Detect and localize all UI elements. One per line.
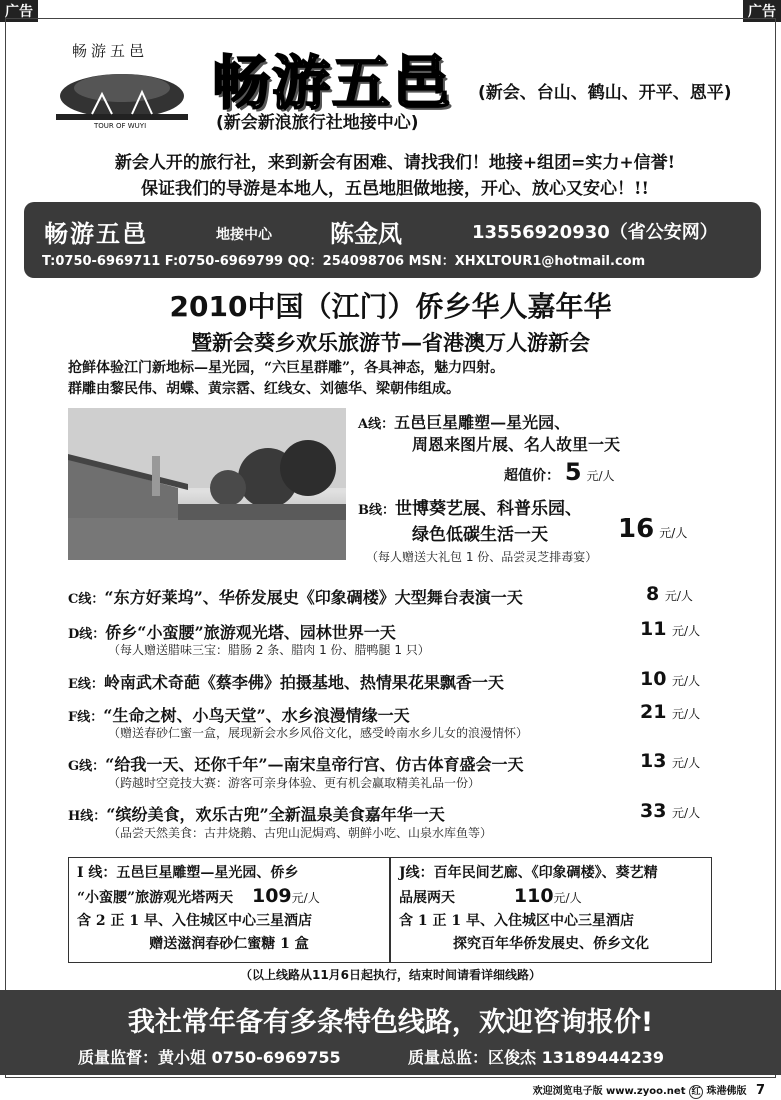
route-a-line1: 五邑巨星雕塑—星光园、: [394, 413, 571, 432]
route-c-unit: 元/人: [664, 589, 693, 603]
cities-list: (新会、台山、鹤山、开平、恩平): [478, 83, 732, 103]
contact-person: 陈金凤: [330, 220, 402, 248]
route-b-note: （每人赠送大礼包 1 份、品尝灵芝排毒宴）: [366, 550, 598, 564]
event-title: 2010中国（江门）侨乡华人嘉年华: [169, 290, 612, 323]
route-b-line1: 世博葵艺展、科普乐园、: [395, 499, 582, 519]
route-a-price: 5: [564, 458, 582, 486]
badge-icon: 红: [689, 1085, 703, 1099]
ad-tag-left: 广告: [0, 0, 38, 22]
route-e-unit: 元/人: [672, 674, 701, 688]
route-g-note: （跨越时空竞技大赛：游客可亲身体验、更有机会赢取精美礼品一份）: [108, 776, 481, 790]
site-url[interactable]: 欢迎浏览电子版 www.zyoo.net: [532, 1086, 686, 1097]
route-h-price: 33: [640, 800, 667, 822]
route-i-line1: I 线：五邑巨星雕塑—星光园、侨乡: [77, 865, 299, 881]
route-a-line2: 周恩来图片展、名人故里一天: [412, 435, 621, 454]
route-j-line2: 品展两天: [399, 890, 455, 906]
page-footer: [533, 1082, 765, 1099]
route-c: [68, 585, 748, 608]
route-h-text: “缤纷美食，欢乐古兜”全新温泉美食嘉年华一天: [106, 805, 445, 824]
route-i-unit: 元/人: [291, 891, 320, 905]
edition-label: 珠港佛版: [706, 1086, 747, 1097]
intro-line-1: 新会人开的旅行社，来到新会有困难、请找我们！地接+组团=实力+信誉!: [114, 153, 676, 173]
quality-supervisor: 质量监督：黄小姐 0750-6969755: [78, 1048, 341, 1067]
route-j-unit: 元/人: [553, 891, 582, 905]
route-d-unit: 元/人: [672, 624, 701, 638]
route-d-note: （每人赠送腊味三宝：腊肠 2 条、腊肉 1 份、腊鸭腿 1 只）: [108, 643, 430, 657]
route-d-price: 11: [640, 618, 667, 640]
agency-subtitle: (新会新浪旅行社地接中心): [216, 113, 419, 133]
route-h-note: （品尝天然美食：古井烧鹅、古兜山泥焗鸡、朝鲜小吃、山泉水库鱼等）: [108, 826, 493, 840]
route-e: [68, 670, 748, 693]
route-j-line3: 含 1 正 1 早、入住城区中心三星酒店: [399, 913, 634, 929]
starlight-park-photo: [68, 408, 346, 560]
route-f-text: “生命之树、小鸟天堂”、水乡浪漫情缘一天: [103, 706, 410, 725]
contact-card: [24, 202, 761, 278]
logo-text: 畅游五邑: [72, 42, 149, 60]
route-c-text: “东方好莱坞”、华侨发展史《印象碉楼》大型舞台表演一天: [104, 588, 523, 607]
contact-center: 地接中心: [216, 227, 272, 243]
footer-banner: [0, 990, 781, 1075]
route-g-label: G线：: [68, 759, 106, 774]
route-g: [68, 752, 748, 775]
validity-note: （以上线路从11月6日起执行，结束时间请看详细线路）: [239, 968, 542, 982]
route-a-label: A线：: [358, 417, 395, 432]
park-photo-illustration: [68, 408, 346, 560]
route-d-text: 侨乡“小蛮腰”旅游观光塔、园林世界一天: [105, 623, 396, 642]
route-f: [68, 703, 748, 726]
route-i-price: 109: [251, 885, 292, 907]
route-i-line4: 赠送滋润春砂仁蜜糖 1 盒: [149, 936, 309, 952]
route-a-unit: 元/人: [586, 469, 615, 483]
route-g-text: “给我一天、还你千年”—南宋皇帝行宫、仿古体育盛会一天: [105, 755, 524, 774]
route-i-line2: “小蛮腰”旅游观光塔两天: [77, 890, 234, 906]
route-j-box: [390, 857, 712, 963]
event-subtitle: 暨新会葵乡欢乐旅游节—省港澳万人游新会: [191, 331, 590, 355]
contact-brand: 畅游五邑: [44, 220, 148, 248]
route-h-label: H线：: [68, 809, 107, 824]
page-number: 7: [755, 1083, 765, 1098]
route-h: [68, 802, 748, 825]
route-c-price: 8: [646, 583, 660, 605]
route-b-label: B线：: [358, 503, 395, 518]
brand-logo: [52, 38, 192, 133]
route-f-price: 21: [640, 701, 667, 723]
footer-slogan: 我社常年备有多条特色线路，欢迎咨询报价!: [127, 1007, 654, 1038]
logo-subtext: TOUR OF WUYI: [94, 122, 147, 130]
route-i-line3: 含 2 正 1 早、入住城区中心三星酒店: [77, 913, 312, 929]
route-b-price: 16: [618, 514, 655, 544]
event-desc-1: 抢鲜体验江门新地标—星光园，“六巨星群雕”，各具神态，魅力四射。: [68, 360, 505, 376]
quality-manager: 质量总监：区俊杰 13189444239: [408, 1048, 665, 1067]
route-h-unit: 元/人: [672, 806, 701, 820]
route-i-box: [68, 857, 390, 963]
route-a-price-label: 超值价：: [504, 468, 560, 484]
route-f-unit: 元/人: [672, 707, 701, 721]
route-e-price: 10: [640, 668, 667, 690]
intro-line-2: 保证我们的导游是本地人，五邑地胆做地接，开心、放心又安心！!!: [141, 179, 649, 199]
route-g-price: 13: [640, 750, 667, 772]
event-desc-2: 群雕由黎民伟、胡蝶、黄宗霑、红线女、刘德华、梁朝伟组成。: [68, 381, 460, 397]
route-c-label: C线：: [68, 592, 105, 607]
route-d-label: D线：: [68, 627, 106, 642]
route-g-unit: 元/人: [672, 756, 701, 770]
contact-details: T:0750-6969711 F:0750-6969799 QQ：254098706 MSN：XHXLTOUR1@hotmail.com: [42, 254, 646, 269]
brand-title: 畅游五邑: [212, 49, 453, 117]
route-f-label: F线：: [68, 710, 104, 725]
route-e-label: E线：: [68, 677, 104, 692]
route-b-unit: 元/人: [659, 526, 688, 540]
ad-tag-right: 广告: [743, 0, 781, 22]
route-j-price: 110: [513, 885, 554, 907]
route-j-line1: J线：百年民间艺廊、《印象碉楼》、葵艺精: [399, 865, 658, 881]
route-b-line2: 绿色低碳生活一天: [412, 525, 548, 545]
route-f-note: （赠送春砂仁蜜一盒，展现新会水乡风俗文化，感受岭南水乡儿女的浪漫情怀）: [108, 726, 529, 740]
route-d: [68, 620, 748, 643]
contact-phone: 13556920930（省公安网）: [472, 222, 718, 243]
route-e-text: 岭南武术奇葩《蔡李佛》拍摄基地、热情果花果飘香一天: [103, 673, 504, 692]
route-j-line4: 探究百年华侨发展史、侨乡文化: [453, 936, 649, 952]
